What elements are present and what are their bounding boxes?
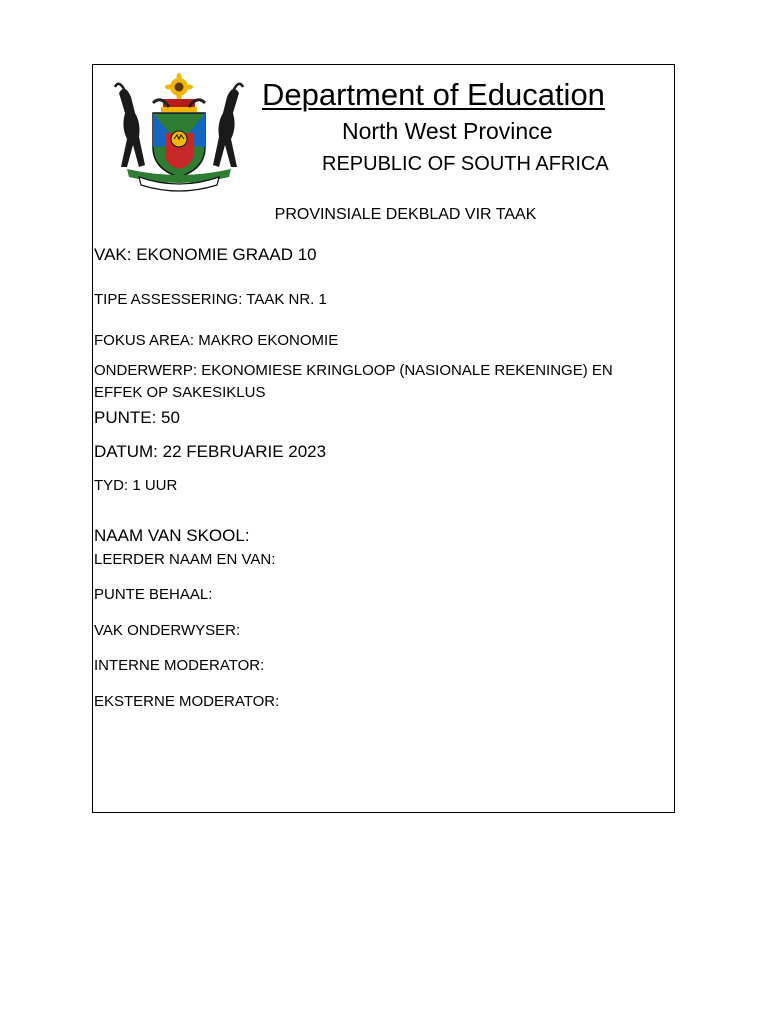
marks-line: PUNTE: 50	[94, 408, 180, 427]
country-name: REPUBLIC OF SOUTH AFRICA	[322, 153, 609, 175]
coat-of-arms-icon	[105, 73, 253, 193]
time-line: TYD: 1 UUR	[94, 477, 178, 494]
assessment-type-line: TIPE ASSESSERING: TAAK NR. 1	[94, 291, 327, 308]
cover-title: PROVINSIALE DEKBLAD VIR TAAK	[274, 206, 537, 223]
external-moderator-field: EKSTERNE MODERATOR:	[94, 693, 280, 710]
school-name-field: NAAM VAN SKOOL:	[94, 526, 250, 545]
subject-line: VAK: EKONOMIE GRAAD 10	[94, 245, 317, 264]
department-title: Department of Education	[262, 77, 605, 112]
internal-moderator-field: INTERNE MODERATOR:	[94, 657, 265, 674]
topic-line: ONDERWERP: EKONOMIESE KRINGLOOP (NASIONALE REKENINGE) EN EFFEK OP SAKESIKLUS	[94, 362, 613, 401]
date-line: DATUM: 22 FEBRUARIE 2023	[94, 442, 327, 461]
marks-obtained-field: PUNTE BEHAAL:	[94, 586, 213, 603]
focus-area-line: FOKUS AREA: MAKRO EKONOMIE	[94, 332, 339, 349]
learner-name-field: LEERDER NAAM EN VAN:	[94, 551, 276, 568]
subject-teacher-field: VAK ONDERWYSER:	[94, 622, 241, 639]
cover-page-frame	[92, 64, 675, 813]
province-name: North West Province	[342, 118, 553, 144]
